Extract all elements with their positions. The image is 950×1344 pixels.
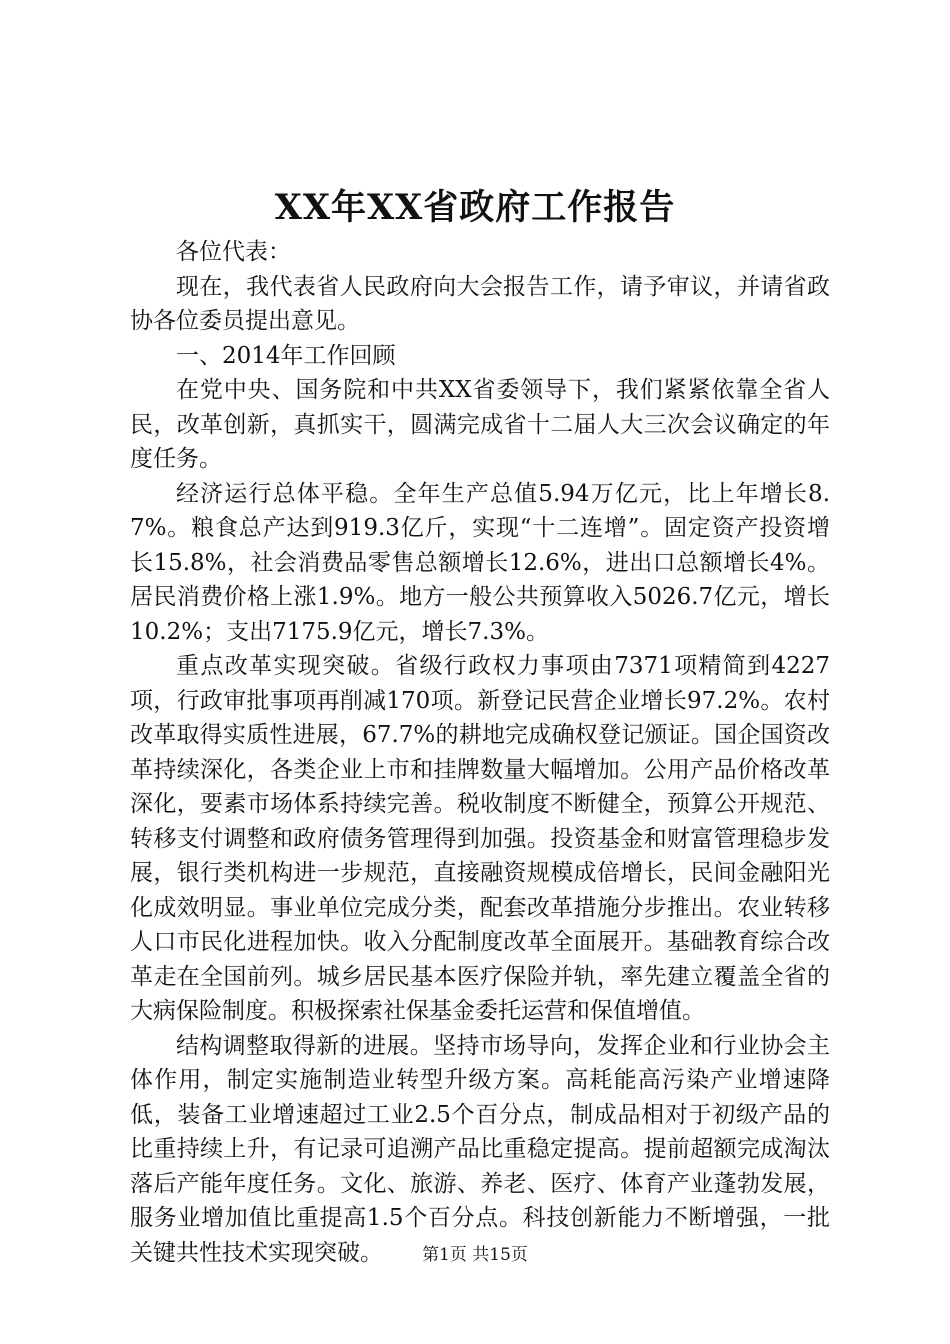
opening-paragraph: 现在，我代表省人民政府向大会报告工作，请予审议，并请省政协各位委员提出意见。 xyxy=(130,273,830,334)
document-body xyxy=(130,235,830,1270)
page-number-footer: 第1页 共15页 xyxy=(422,1245,528,1265)
salutation-paragraph: 各位代表： xyxy=(176,239,291,265)
body-paragraph: 重点改革实现突破。省级行政权力事项由7371项精简到4227项，行政审批事项再削减170项。新登记民营企业增长97.2%。农村改革取得实质性进展，67.7%的耕地完成确权登记颁证。国企国资改革持续深化，各类企业上市和挂牌数量大幅增加。公用产品价格改革深化，要素市场体系持续完善。税收制度不断健全，预算公开规范、转移支付调整和政府债务管理得到加强。投资基金和财富管理稳步发展，银行类机构进一步规范，直接融资规模成倍增长，民间金融阳光化成效明显。事业单位完成分类，配套改革措施分步推出。农业转移人口市民化进程加快。收入分配制度改革全面展开。基础教育综合改革走在全国前列。城乡居民基本医疗保险并轨，率先建立覆盖全省的大病保险制度。积极探索社保基金委托运营和保值增值。 xyxy=(130,653,830,1024)
body-paragraph: 在党中央、国务院和中共XX省委领导下，我们紧紧依靠全省人民，改革创新，真抓实干，圆满完成省十二届人大三次会议确定的年度任务。 xyxy=(130,377,830,472)
document-title: XX年XX省政府工作报告 xyxy=(274,187,676,228)
section-heading: 一、2014年工作回顾 xyxy=(176,342,396,369)
body-paragraph: 结构调整取得新的进展。坚持市场导向，发挥企业和行业协会主体作用，制定实施制造业转型升级方案。高耗能高污染产业增速降低，装备工业增速超过工业2.5个百分点，制成品相对于初级产品的比重持续上升，有记录可追溯产品比重稳定提高。提前超额完成淘汰落后产能年度任务。文化、旅游、养老、医疗、体育产业蓬勃发展，服务业增加值比重提高1.5个百分点。科技创新能力不断增强，一批关键共性技术实现突破。 xyxy=(130,1032,830,1266)
body-paragraph: 经济运行总体平稳。全年生产总值5.94万亿元，比上年增长8.7%。粮食总产达到919.3亿斤，实现“十二连增”。固定资产投资增长15.8%，社会消费品零售总额增长12.6%，进出口总额增长4%。居民消费价格上涨1.9%。地方一般公共预算收入5026.7亿元，增长10.2%；支出7175.9亿元，增长7.3%。 xyxy=(130,480,830,645)
